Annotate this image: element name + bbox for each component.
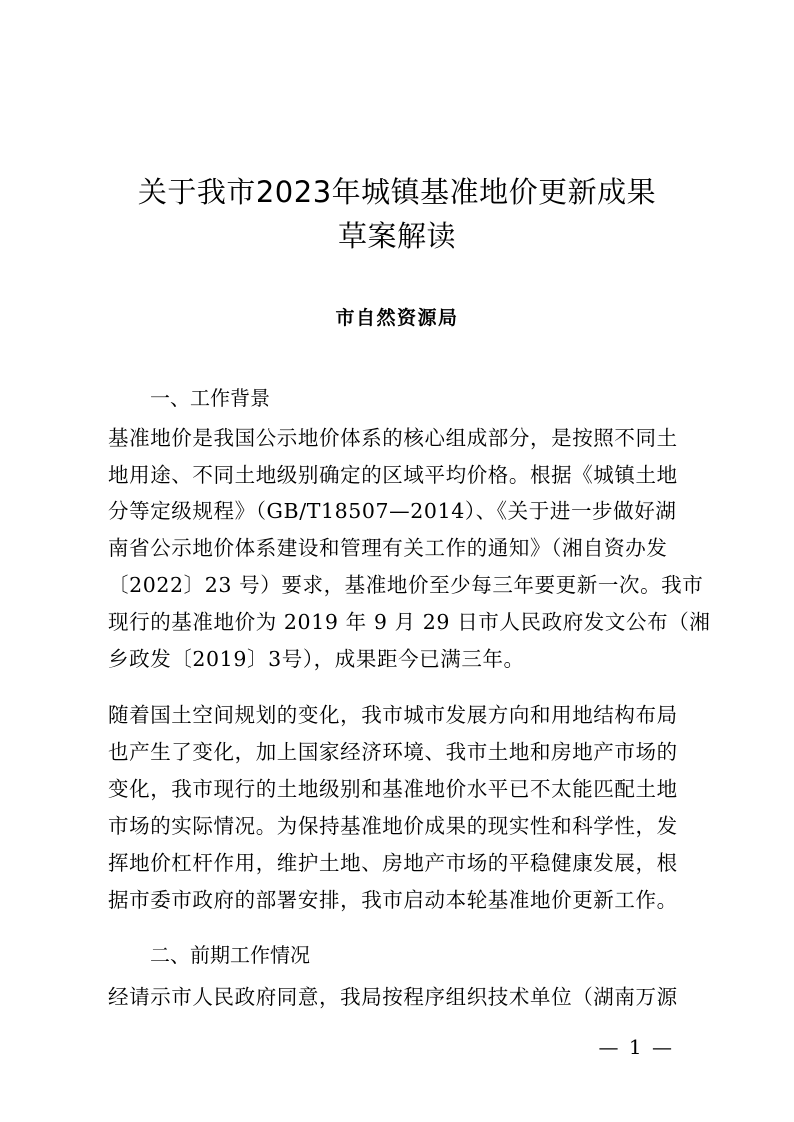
paragraph-line: 市场的实际情况。为保持基准地价成果的现实性和科学性，发: [108, 814, 678, 838]
paragraph-line: 南省公示地价体系建设和管理有关工作的通知》（湘自资办发: [108, 536, 668, 560]
paragraph-line: 基准地价是我国公示地价体系的核心组成部分，是按照不同土: [108, 426, 678, 450]
paragraph-line: 现行的基准地价为 2019 年 9 月 29 日市人民政府发文公布（湘: [108, 610, 711, 634]
section-heading-preliminary-work: 二、前期工作情况: [150, 943, 310, 967]
page-number: — 1 —: [598, 1035, 674, 1059]
paragraph-line: 乡政发〔2019〕3号），成果距今已满三年。: [108, 647, 525, 671]
paragraph-line: 地用途、不同土地级别确定的区域平均价格。根据《城镇土地: [108, 463, 678, 487]
paragraph-line: 变化，我市现行的土地级别和基准地价水平已不太能匹配土地: [108, 777, 678, 801]
paragraph-line: 经请示市人民政府同意，我局按程序组织技术单位（湖南万源: [108, 985, 678, 1009]
section-heading-background: 一、工作背景: [150, 386, 270, 410]
author: 市自然资源局: [335, 307, 459, 329]
paragraph-line: 也产生了变化，加上国家经济环境、我市土地和房地产市场的: [108, 740, 678, 764]
paragraph-line: 挥地价杠杆作用，维护土地、房地产市场的平稳健康发展，根: [108, 851, 678, 875]
paragraph-line: 分等定级规程》（GB/T18507—2014）、《关于进一步做好湖: [108, 499, 677, 523]
document-title-line-1: 关于我市2023年城镇基准地价更新成果: [137, 175, 657, 209]
document-title-line-2: 草案解读: [337, 219, 456, 253]
paragraph-line: 据市委市政府的部署安排，我市启动本轮基准地价更新工作。: [108, 888, 678, 912]
paragraph-line: 〔2022〕23 号）要求，基准地价至少每三年要更新一次。我市: [108, 573, 704, 597]
paragraph-line: 随着国土空间规划的变化，我市城市发展方向和用地结构布局: [108, 703, 678, 727]
